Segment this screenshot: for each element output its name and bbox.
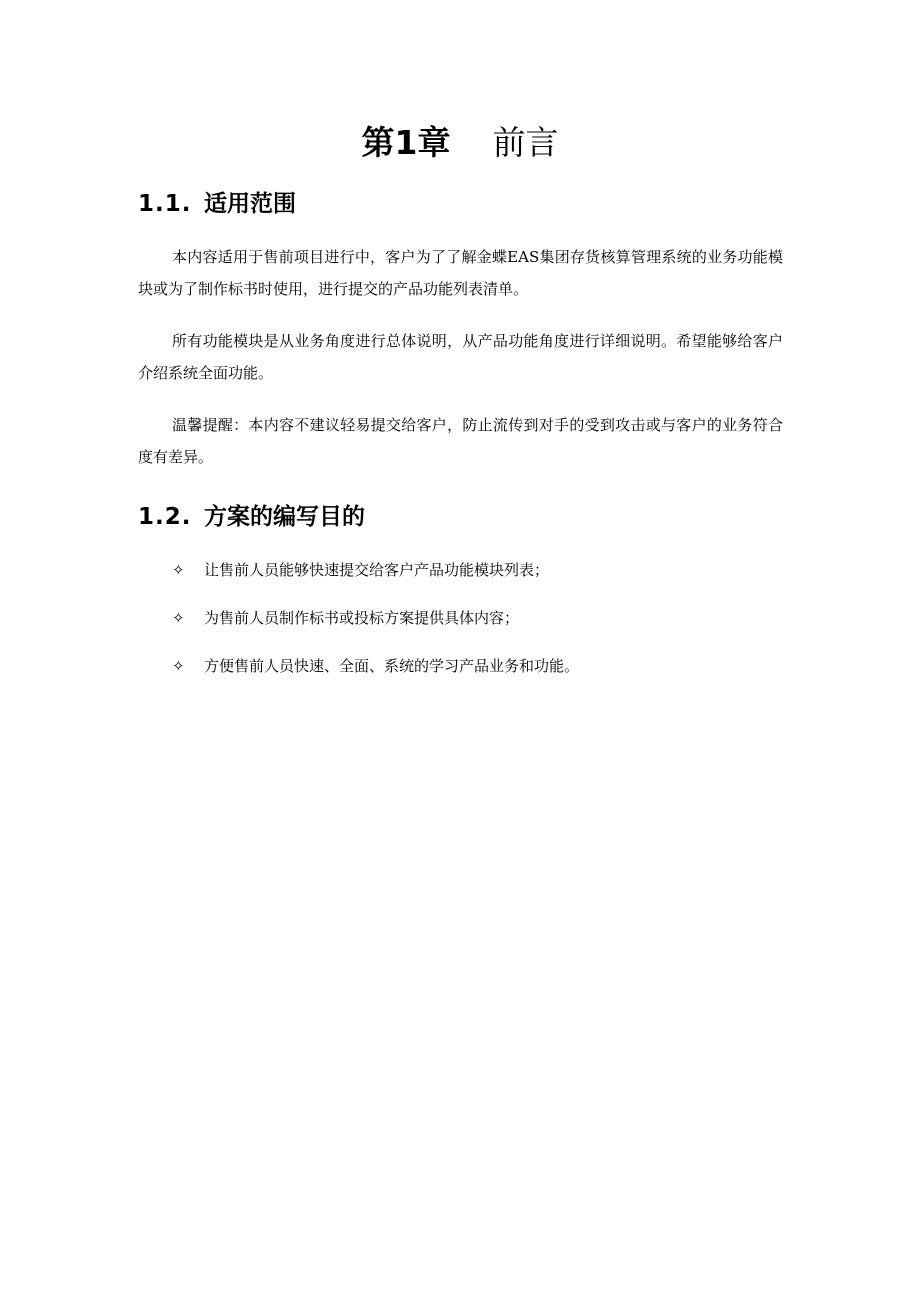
diamond-star-bullet-icon: ✧ bbox=[172, 561, 185, 579]
paragraph-warning-note: 温馨提醒：本内容不建议轻易提交给客户，防止流传到对手的受到攻击或与客户的业务符合度有差异。 bbox=[138, 416, 783, 466]
bullet-text: 方便售前人员快速、全面、系统的学习产品业务和功能。 bbox=[204, 657, 580, 675]
chapter-title bbox=[0, 118, 920, 168]
paragraph-scope-description: 本内容适用于售前项目进行中，客户为了了解金蝶EAS集团存货核算管理系统的业务功能模块或为了制作标书时使用，进行提交的产品功能列表清单。 bbox=[138, 248, 783, 298]
bullet-text: 让售前人员能够快速提交给客户产品功能模块列表； bbox=[204, 561, 550, 579]
paragraph-module-overview: 所有功能模块是从业务角度进行总体说明，从产品功能角度进行详细说明。希望能够给客户介绍系统全面功能。 bbox=[138, 332, 783, 382]
bullet-item bbox=[172, 556, 549, 584]
section-title: 方案的编写目的 bbox=[204, 504, 365, 530]
bullet-item bbox=[172, 604, 519, 632]
bullet-text: 为售前人员制作标书或投标方案提供具体内容； bbox=[204, 609, 520, 627]
chapter-name: 前言 bbox=[492, 123, 559, 162]
section-number: 1.1. bbox=[138, 191, 192, 217]
section-number: 1.2. bbox=[138, 504, 192, 530]
diamond-star-bullet-icon: ✧ bbox=[172, 609, 185, 627]
diamond-star-bullet-icon: ✧ bbox=[172, 657, 185, 675]
section-heading-scope bbox=[138, 188, 296, 220]
section-heading-purpose bbox=[138, 501, 365, 533]
bullet-item bbox=[172, 652, 579, 680]
section-title: 适用范围 bbox=[204, 191, 296, 217]
chapter-number: 第1章 bbox=[361, 123, 451, 162]
